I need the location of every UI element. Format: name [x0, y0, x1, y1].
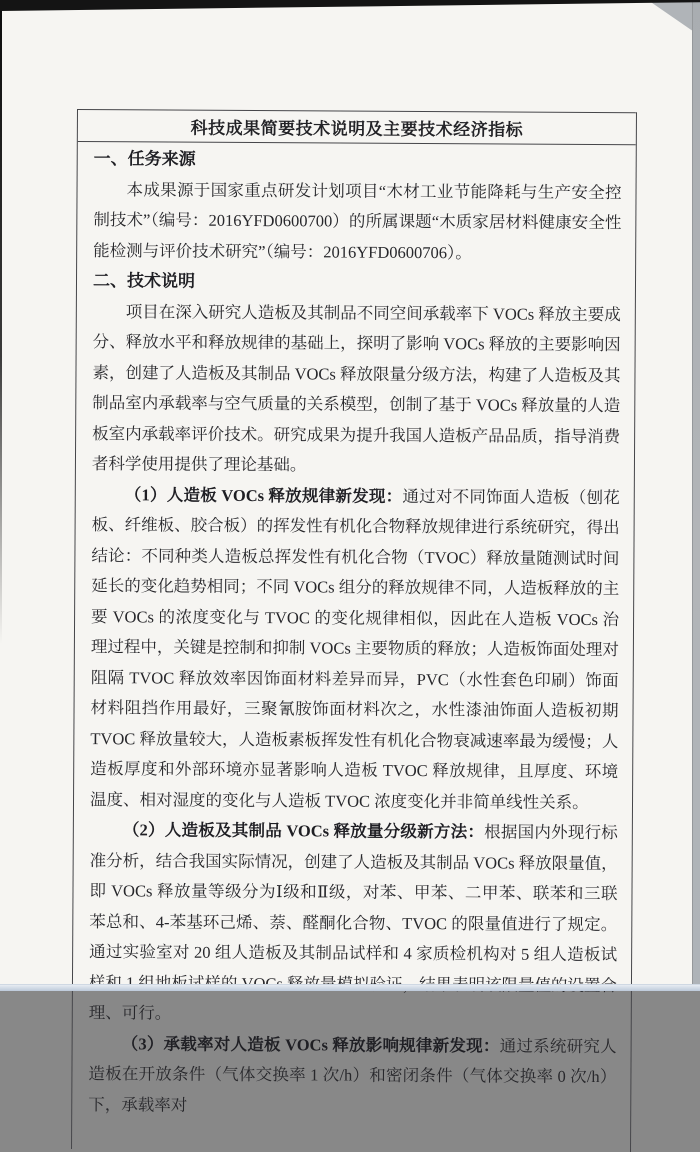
paragraph-text: 通过对不同饰面人造板（刨花板、纤维板、胶合板）的挥发性有机化合物释放规律进行系统研究，得出结论：不同种类人造板总挥发性有机化合物（TVOC）释放量随测试时间延长的变化趋势相同；不同 VOCs 组分的释放规律不同，人造板释放的主要 VOCs 的浓度变化与 TVOC 的变化规律相似，因此在人造板 VOCs 治理过程中，关键是控制和抑制 VOCs 主要物质的释放；人造板饰面处理对阻隔 TVOC 释放效率因饰面材料差异而异，PVC（水性套色印刷）饰面材料阻挡作用最好，三聚氰胺饰面材料次之，水性漆油饰面人造板初期 TVOC 释放量较大，人造板素板挥发性有机化合物衰减速率最为缓慢；人造板厚度和外部环境亦显著影响人造板 TVOC 释放规律，且厚度、环境温度、相对湿度的变化与人造板 TVOC 浓度变化并非简单线性关系。 [89, 486, 620, 812]
paragraph [88, 1029, 617, 1124]
document-title: 科技成果简要技术说明及主要技术经济指标 [78, 110, 636, 145]
paragraph-text: 本成果源于国家重点研发计划项目“木材工业节能降耗与生产安全控制技术”（编号：2016YFD0600700）的所属课题“木质家居材料健康安全性能检测与评价技术研究”（编号：2016YFD0600706）。 [93, 179, 622, 262]
scan-edge-right [692, 0, 700, 991]
paragraph [90, 480, 620, 819]
paragraph-lead: （1）人造板 VOCs 释放规律新发现： [124, 484, 403, 506]
paragraph-lead: （3）承载率对人造板 VOCs 释放影响规律新发现： [121, 1033, 500, 1055]
paragraph-text: 根据国内外现行标准分析，结合我国实际情况，创建了人造板及其制品 VOCs 释放限量值，即 VOCs 释放量等级分为Ⅰ级和Ⅱ级，对苯、甲苯、二甲苯、联苯和三联苯总和、4-苯基环己烯、萘、醛酮化合物、TVOC 的限量值进行了规定。通过实验室对 20 组人造板及其制品试样和 4 家质检机构对 5 组人造板试样和 1 组地板试样的 释放量模拟验证，结果表明该限量值的设置合理、可行。 [88, 822, 618, 1023]
paragraph [93, 175, 622, 270]
paragraph-text: 项目在深入研究人造板及其制品不同空间承载率下 VOCs 释放主要成分、释放水平和释放规律的基础上，探明了影响 VOCs 释放的主要影响因素，创建了人造板及其制品 VOCs 释放限量分级方法，构建了人造板及其制品室内承载率与空气质量的关系模型，创制了基于 VOCs 释放量的人造板室内承载率评价技术。研究成果为提升我国人造板产品品质，指导消费者科学使用提供了理论基础。 [91, 301, 621, 475]
paragraph [89, 815, 618, 1032]
scan-edge-top [0, 0, 700, 11]
paragraph-lead: （2）人造板及其制品 VOCs 释放量分级新方法： [122, 820, 485, 842]
scan-edge-bottom [0, 984, 700, 991]
section-2-heading: 二、技术说明 [92, 271, 196, 291]
paragraph-text: 通过系统研究人造板在开放条件（气体交换率 1 次/h）和密闭条件（气体交换率 0 次/h）下，承载率对 [88, 1035, 617, 1115]
paragraph [92, 297, 621, 483]
document-body [72, 142, 636, 1143]
section-1-heading: 一、任务来源 [93, 149, 196, 169]
scan-edge-left [0, 4, 2, 644]
document-table [71, 109, 637, 1152]
